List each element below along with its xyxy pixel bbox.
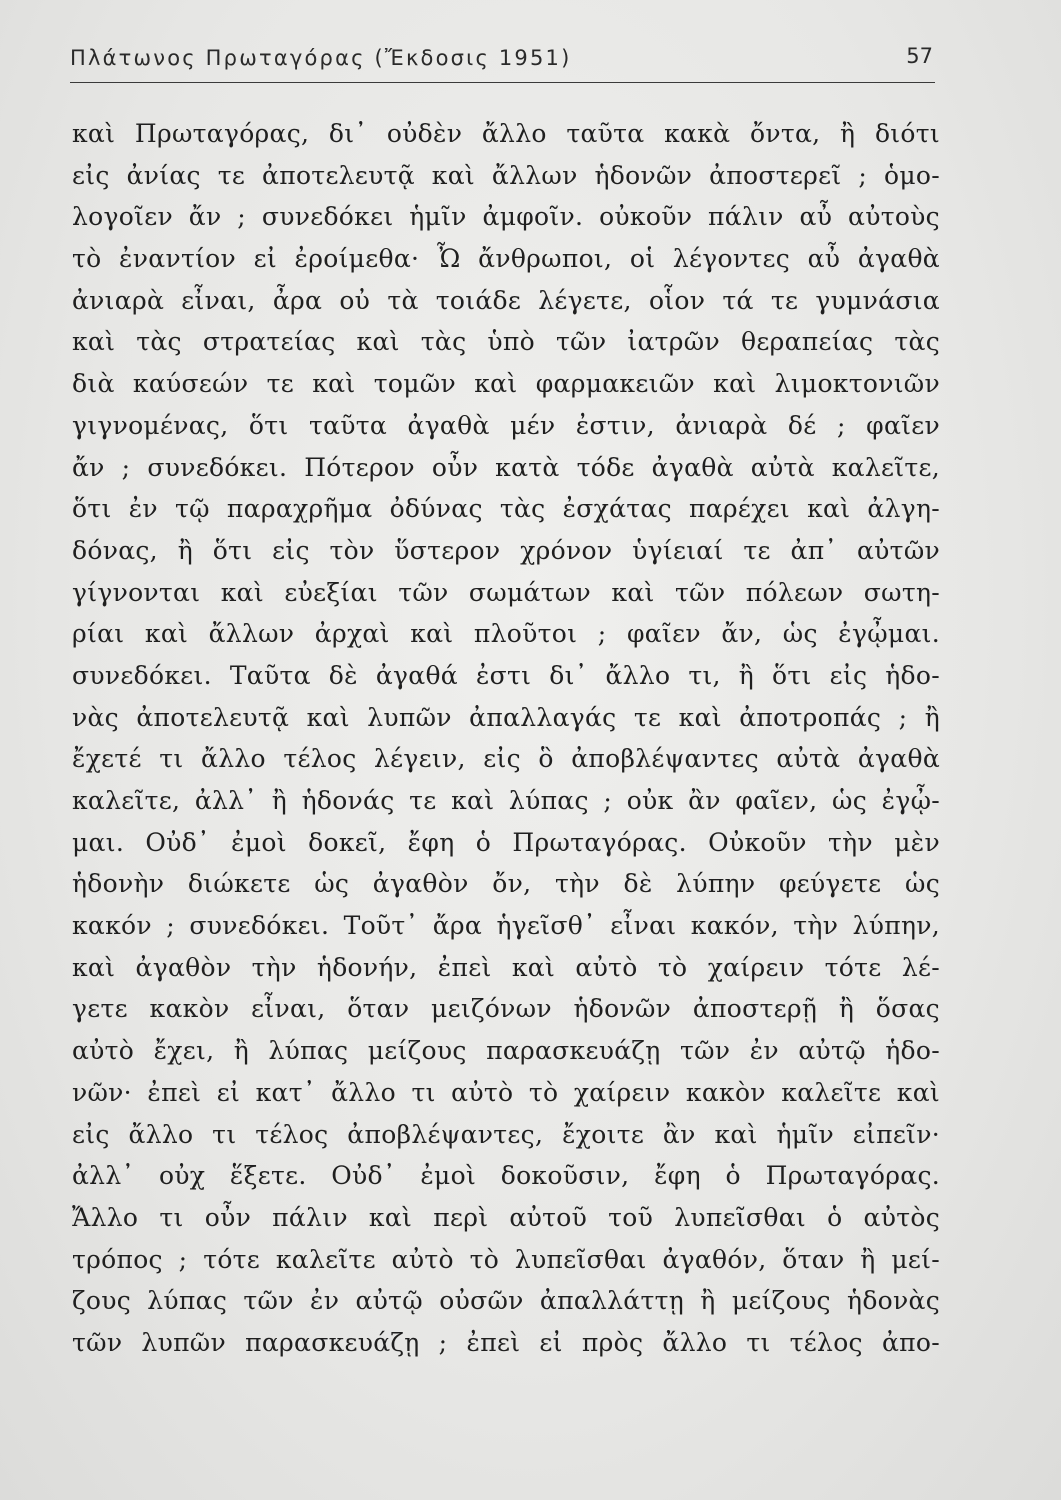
- text-line: ζους λύπας τῶν ἐν αὐτῷ οὐσῶν ἀπαλλάττῃ ἢ μείζους ἡδονὰς: [72, 1286, 940, 1316]
- text-line: τὸ ἐναντίον εἰ ἐροίμεθα· Ὦ ἄνθρωποι, οἱ λέγοντες αὖ ἀγαθὰ: [72, 244, 940, 274]
- text-line: ἀνιαρὰ εἶναι, ἆρα οὐ τὰ τοιάδε λέγετε, οἷον τά τε γυμνάσια: [72, 285, 940, 315]
- text-line: καλεῖτε, ἀλλ᾽ ἢ ἡδονάς τε καὶ λύπας ; οὐκ ἂν φαῖεν, ὡς ἐγᾦ-: [72, 786, 940, 815]
- text-line: γετε κακὸν εἶναι, ὅταν μειζόνων ἡδονῶν ἀποστερῇ ἢ ὅσας: [72, 994, 940, 1024]
- text-line: μαι. Οὐδ᾽ ἐμοὶ δοκεῖ, ἔφη ὁ Πρωταγόρας. Οὐκοῦν τὴν μὲν: [72, 827, 940, 857]
- text-line: καὶ τὰς στρατείας καὶ τὰς ὑπὸ τῶν ἰατρῶν θεραπείας τὰς: [72, 327, 940, 357]
- running-title: Πλάτωνος Πρωταγόρας (Ἔκδοσις 1951): [70, 46, 572, 70]
- text-line: ἡδονὴν διώκετε ὡς ἀγαθὸν ὄν, τὴν δὲ λύπην φεύγετε ὡς: [72, 869, 940, 899]
- text-line: λογοῖεν ἄν ; συνεδόκει ἡμῖν ἀμφοῖν. οὐκοῦν πάλιν αὖ αὐτοὺς: [72, 202, 940, 232]
- text-line: ρίαι καὶ ἄλλων ἀρχαὶ καὶ πλοῦτοι ; φαῖεν ἄν, ὡς ἐγᾦμαι.: [72, 619, 940, 649]
- text-line: Ἄλλο τι οὖν πάλιν καὶ περὶ αὐτοῦ τοῦ λυπεῖσθαι ὁ αὐτὸς: [72, 1202, 940, 1232]
- text-line: τρόπος ; τότε καλεῖτε αὐτὸ τὸ λυπεῖσθαι ἀγαθόν, ὅταν ἢ μεί-: [72, 1244, 940, 1274]
- text-line: γίγνονται καὶ εὐεξίαι τῶν σωμάτων καὶ τῶν πόλεων σωτη-: [72, 577, 940, 607]
- text-line: καὶ ἀγαθὸν τὴν ἡδονήν, ἐπεὶ καὶ αὐτὸ τὸ χαίρειν τότε λέ-: [72, 952, 940, 982]
- text-line: δόνας, ἢ ὅτι εἰς τὸν ὕστερον χρόνον ὑγίειαί τε ἀπ᾽ αὐτῶν: [72, 535, 940, 565]
- text-line: γιγνομένας, ὅτι ταῦτα ἀγαθὰ μέν ἐστιν, ἀνιαρὰ δέ ; φαῖεν: [72, 410, 940, 440]
- text-line: νὰς ἀποτελευτᾷ καὶ λυπῶν ἀπαλλαγάς τε καὶ ἀποτροπάς ; ἢ: [72, 702, 940, 732]
- text-line: ἔχετέ τι ἄλλο τέλος λέγειν, εἰς ὃ ἀποβλέψαντες αὐτὰ ἀγαθὰ: [72, 744, 940, 774]
- text-line: αὐτὸ ἔχει, ἢ λύπας μείζους παρασκευάζῃ τῶν ἐν αὐτῷ ἡδο-: [72, 1036, 940, 1066]
- running-head: [70, 40, 935, 83]
- text-line: εἰς ἄλλο τι τέλος ἀποβλέψαντες, ἔχοιτε ἂν καὶ ἡμῖν εἰπεῖν·: [72, 1119, 940, 1149]
- text-line: ὅτι ἐν τῷ παραχρῆμα ὀδύνας τὰς ἐσχάτας παρέχει καὶ ἀλγη-: [72, 494, 940, 524]
- body-text: [72, 113, 940, 1364]
- text-line: καὶ Πρωταγόρας, δι᾽ οὐδὲν ἄλλο ταῦτα κακὰ ὄντα, ἢ διότι: [72, 119, 940, 148]
- text-line: νῶν· ἐπεὶ εἰ κατ᾽ ἄλλο τι αὐτὸ τὸ χαίρειν κακὸν καλεῖτε καὶ: [72, 1077, 940, 1107]
- text-line: τῶν λυπῶν παρασκευάζῃ ; ἐπεὶ εἰ πρὸς ἄλλο τι τέλος ἀπο-: [72, 1327, 940, 1357]
- page-number: 57: [906, 44, 933, 68]
- text-line: συνεδόκει. Ταῦτα δὲ ἀγαθά ἐστι δι᾽ ἄλλο τι, ἢ ὅτι εἰς ἡδο-: [72, 660, 940, 690]
- text-line: διὰ καύσεών τε καὶ τομῶν καὶ φαρμακειῶν καὶ λιμοκτονιῶν: [72, 369, 940, 399]
- text-line: εἰς ἀνίας τε ἀποτελευτᾷ καὶ ἄλλων ἡδονῶν ἀποστερεῖ ; ὁμο-: [72, 160, 940, 190]
- text-line: ἄν ; συνεδόκει. Πότερον οὖν κατὰ τόδε ἀγαθὰ αὐτὰ καλεῖτε,: [72, 452, 940, 482]
- text-line: κακόν ; συνεδόκει. Τοῦτ᾽ ἄρα ἡγεῖσθ᾽ εἶναι κακόν, τὴν λύπην,: [72, 911, 940, 941]
- text-line: ἀλλ᾽ οὐχ ἕξετε. Οὐδ᾽ ἐμοὶ δοκοῦσιν, ἔφη ὁ Πρωταγόρας.: [72, 1161, 940, 1191]
